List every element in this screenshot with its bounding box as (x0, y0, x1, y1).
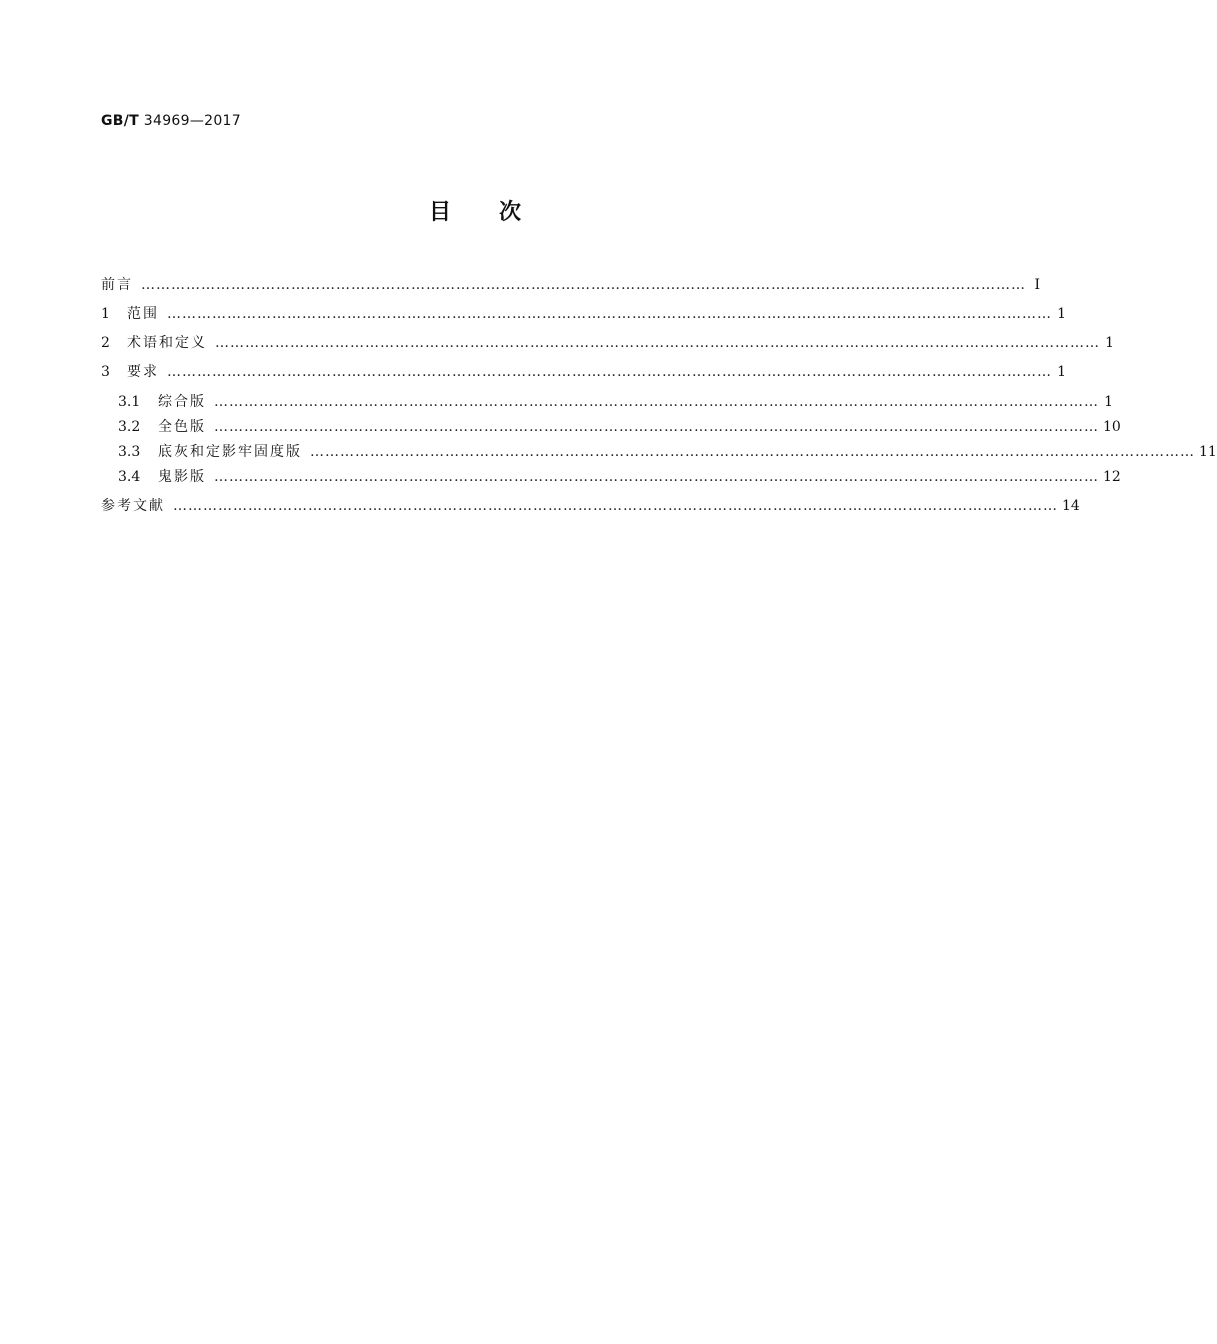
toc-entry-3-1[interactable] (118, 391, 1113, 413)
document-code-prefix: GB/T (101, 113, 140, 129)
toc-entry-number: 2 (101, 335, 110, 351)
toc-entry-number: 3 (101, 364, 110, 380)
toc-entry-page: 1 (1105, 335, 1114, 351)
toc-entry-label: 鬼影版 (158, 469, 206, 485)
toc-entry-page: 12 (1103, 469, 1121, 485)
toc-entry-bibliography[interactable] (101, 495, 1080, 517)
toc-title (0, 195, 950, 226)
dot-leader: …………………………………………………………………………………………………………………………………………………………… (215, 335, 1100, 351)
toc-entry-3-4[interactable] (118, 466, 1121, 488)
toc-entry-label: 参考文献 (101, 498, 165, 514)
toc-entry-label: 底灰和定影牢固度版 (158, 444, 302, 460)
toc-entry-foreword[interactable] (101, 274, 1040, 296)
toc-entry-page: 10 (1103, 419, 1121, 435)
toc-entry-number: 1 (101, 306, 110, 322)
toc-entry-label: 范围 (127, 306, 159, 322)
toc-entry-page: 11 (1199, 444, 1217, 460)
toc-entry-label: 前言 (101, 277, 133, 293)
toc-entry-page: 1 (1057, 364, 1066, 380)
toc-entry-number: 3.4 (118, 469, 141, 485)
toc-entry-scope[interactable] (101, 303, 1066, 325)
toc-entry-label: 术语和定义 (127, 335, 207, 351)
toc-entry-page: 1 (1057, 306, 1066, 322)
document-code-number: 34969—2017 (143, 113, 241, 129)
toc-entry-label: 综合版 (158, 394, 206, 410)
toc-entry-terms[interactable] (101, 332, 1114, 354)
toc-entry-requirements[interactable] (101, 361, 1066, 383)
toc-entry-number: 3.1 (118, 394, 141, 410)
dot-leader: …………………………………………………………………………………………………………………………………………………………… (214, 394, 1099, 410)
dot-leader: …………………………………………………………………………………………………………………………………………………………… (214, 419, 1099, 435)
toc-entry-3-2[interactable] (118, 416, 1121, 438)
document-code (101, 113, 241, 129)
toc-entry-label: 要求 (127, 364, 159, 380)
dot-leader: …………………………………………………………………………………………………………………………………………………………… (167, 364, 1052, 380)
toc-entry-number: 3.3 (118, 444, 141, 460)
toc-title-char-1: 目 (428, 200, 451, 225)
dot-leader: …………………………………………………………………………………………………………………………………………………………… (141, 277, 1026, 293)
dot-leader: …………………………………………………………………………………………………………………………………………………………… (214, 469, 1099, 485)
toc-entry-page: Ⅰ (1034, 277, 1040, 293)
toc-entry-label: 全色版 (158, 419, 206, 435)
toc-entry-page: 1 (1104, 394, 1113, 410)
dot-leader: …………………………………………………………………………………………………………………………………………………………… (173, 498, 1058, 514)
dot-leader: …………………………………………………………………………………………………………………………………………………………… (310, 444, 1195, 460)
toc-entry-number: 3.2 (118, 419, 141, 435)
toc-title-char-2: 次 (499, 200, 522, 225)
toc-entry-3-3[interactable] (118, 441, 1217, 463)
dot-leader: …………………………………………………………………………………………………………………………………………………………… (167, 306, 1052, 322)
toc-entry-page: 14 (1062, 498, 1080, 514)
